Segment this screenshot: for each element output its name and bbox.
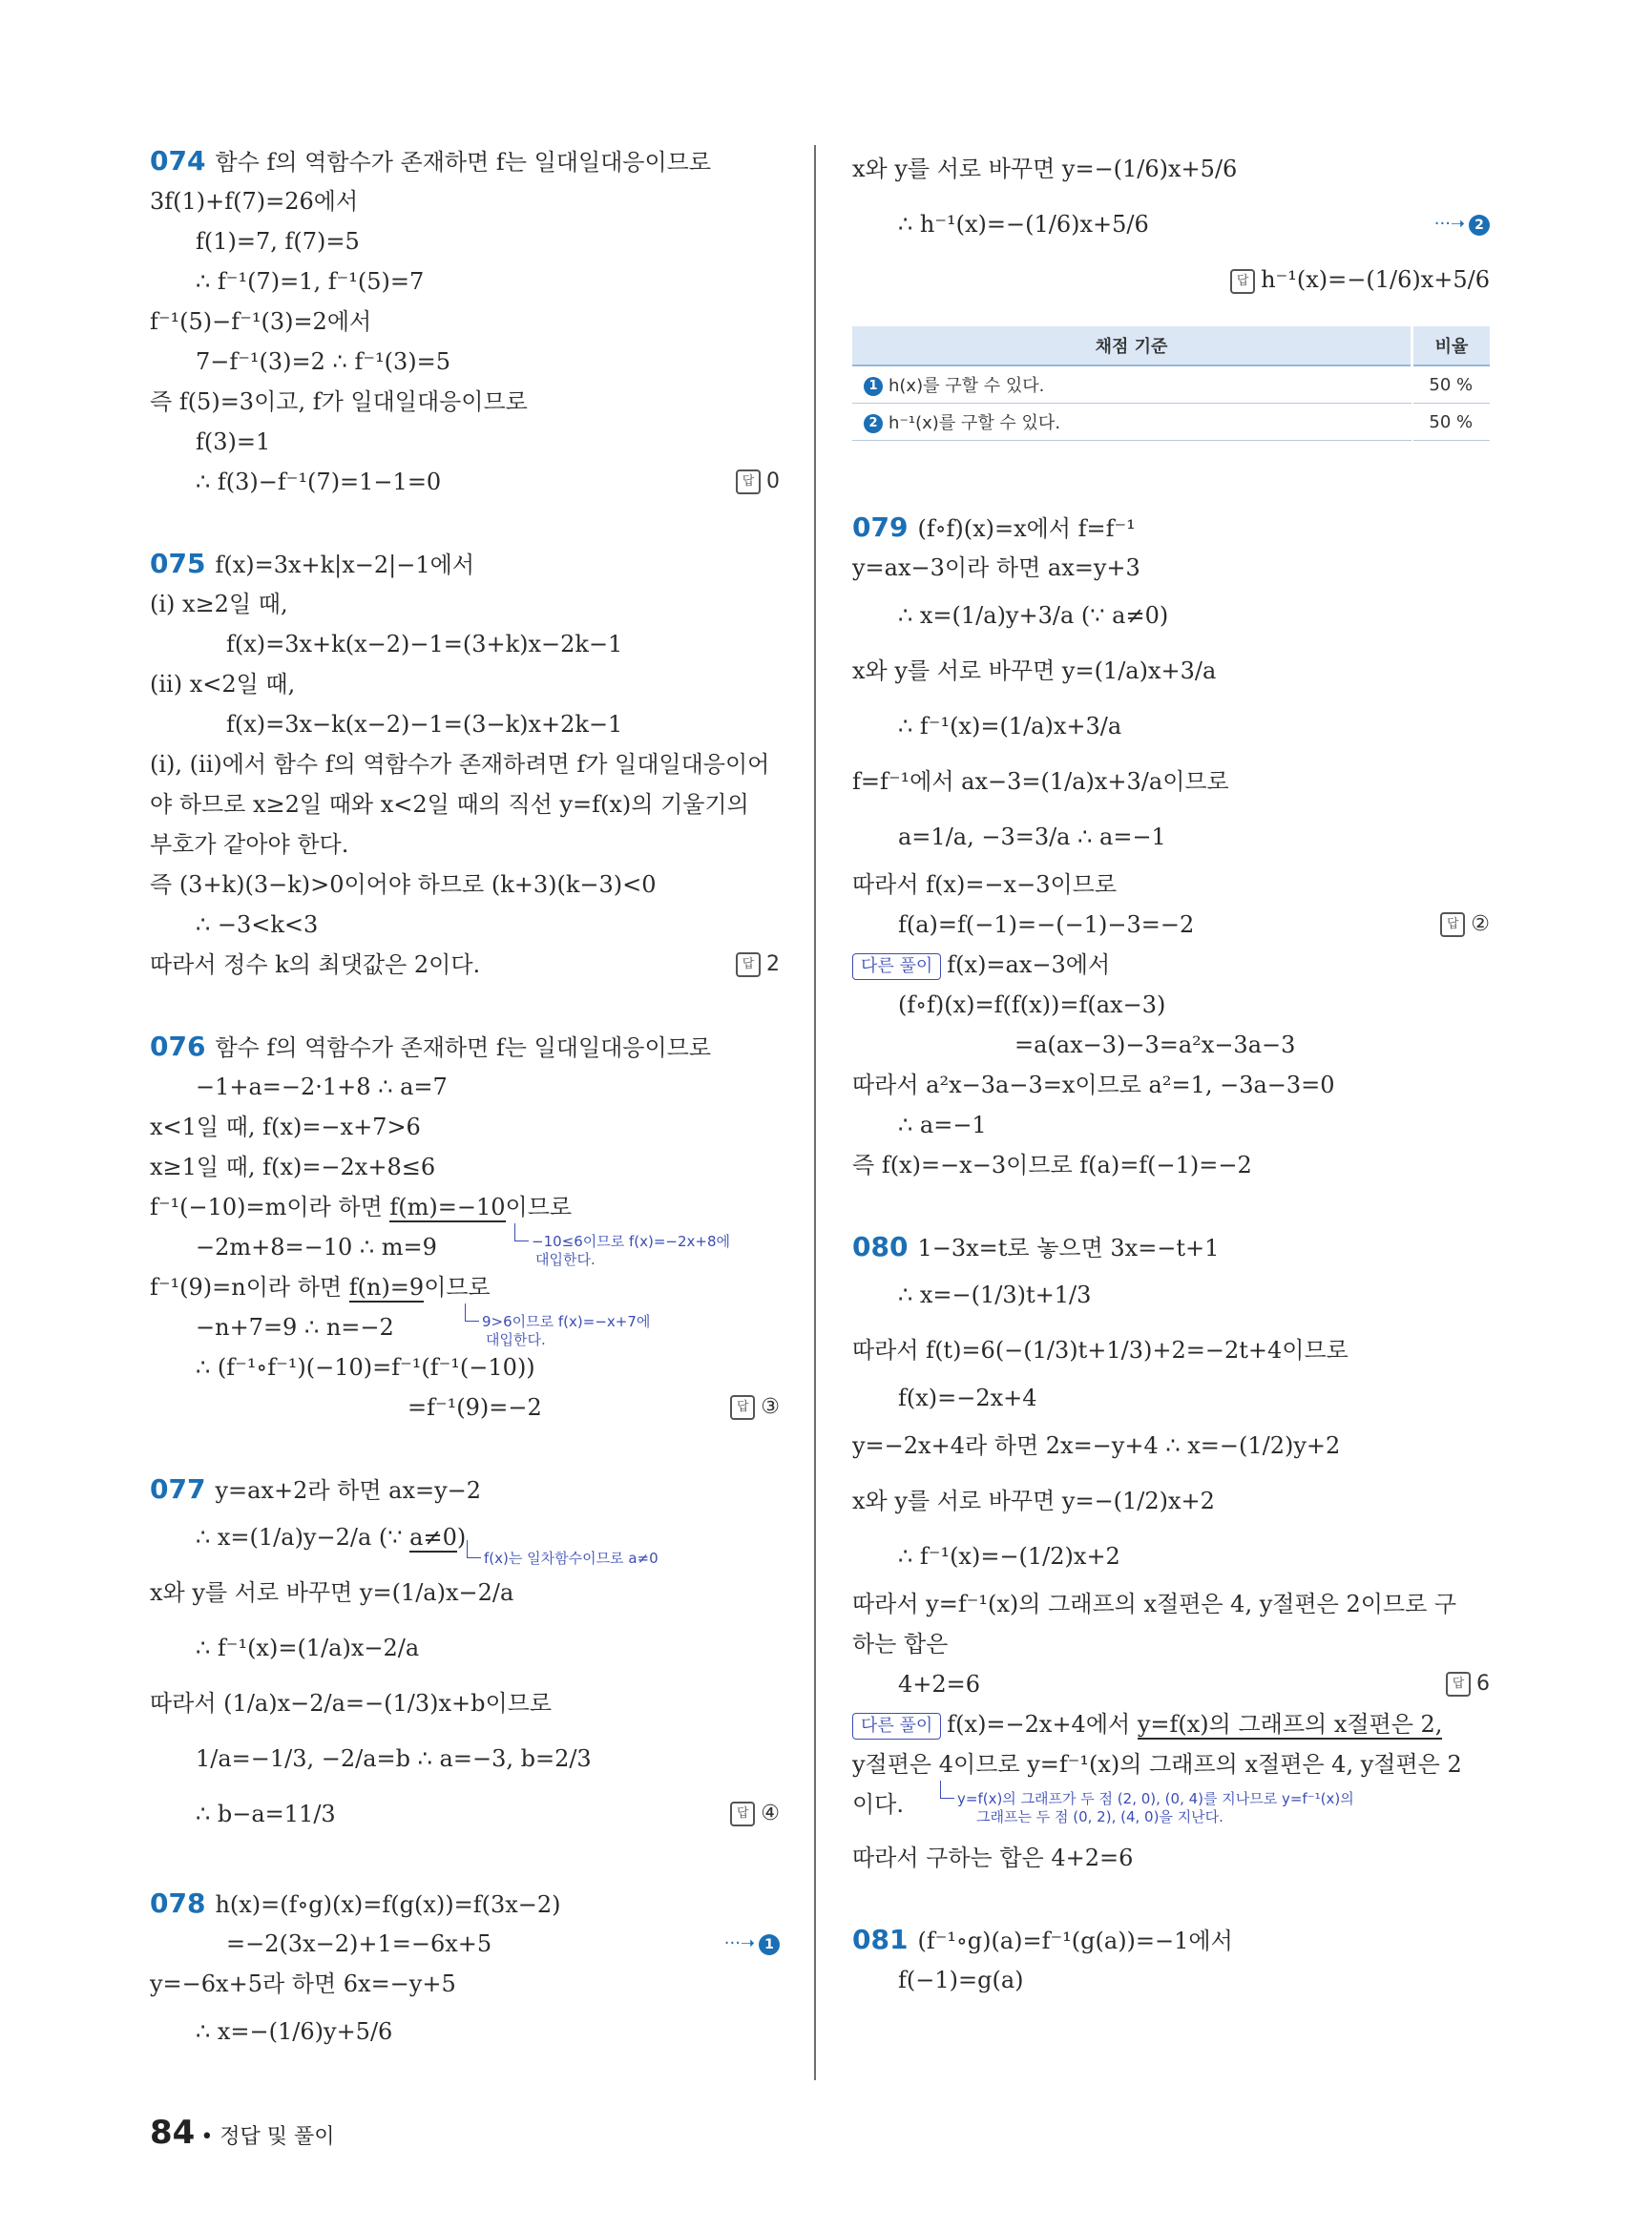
problem-number: 075 [150,548,206,579]
answer: 답 h⁻¹(x)=−(1/6)x+5/6 [852,252,1490,307]
annotation-note: y=f(x)의 그래프가 두 점 (2, 0), (0, 4)를 지나므로 y=f⁻¹(x)의 그래프는 두 점 (0, 2), (4, 0)을 지난다. [957,1790,1354,1825]
alt-solution-badge: 다른 풀이 [852,1713,941,1740]
grading-table: 채점 기준 비율 1 h(x)를 구할 수 있다. 50 % 2 h⁻¹(x)를 구할 수 있다. 50 % [852,326,1490,441]
answer-icon: 답 [730,1395,755,1420]
answer-icon: 답 [1446,1672,1471,1697]
problem-078-continued: x와 y를 서로 바꾸면 y=−(1/6)x+5/6 ∴ h⁻¹(x)=−(1/6)x+5/6 ···➝ 2 답 h⁻¹(x)=−(1/6)x+5/6 [852,141,1490,307]
problem-081: 081 (f⁻¹∘g)(a)=f⁻¹(g(a))=−1에서 f(−1)=g(a) [852,1924,1233,1993]
problem-076: 076 함수 f의 역함수가 존재하면 f는 일대일대응이므로 −1+a=−2·1+8 ∴ a=7 x<1일 때, f(x)=−x+7>6 x≥1일 때, f(x)=−2x+8≤6 f⁻¹(−10)=m이라 하면 f(m)=−10이므로 −2m+8=−10 ∴ m=9 −10≤6이므로 f(x)=−2x+8에 대입한다. f⁻¹(9)=n이라 하면 f(n)=9이므로 −n+7=9 ∴ n=−2 9>6이므로 f(x)=−x+7에 대입한다. ∴ (f⁻¹∘f⁻¹)(−10)=f⁻¹(f⁻¹(−10)) =f⁻¹(9)=−2 답 ③ [150,1027,780,1428]
answer-icon: 답 [1230,269,1255,294]
problem-number: 080 [852,1231,909,1262]
step-marker: ···➝ 2 [1434,197,1490,252]
problem-074: 074 함수 f의 역함수가 존재하면 f는 일대일대응이므로 3f(1)+f(7)=26에서 f(1)=7, f(7)=5 ∴ f⁻¹(7)=1, f⁻¹(5)=7 f⁻¹(5)−f⁻¹(3)=2에서 7−f⁻¹(3)=2 ∴ f⁻¹(3)=5 즉 f(5)=3이고, f가 일대일대응이므로 f(3)=1 ∴ f(3)−f⁻¹(7)=1−1=0 답 0 [150,141,780,502]
annotation-note: 9>6이므로 f(x)=−x+7에 대입한다. [482,1313,651,1348]
step-marker: ···➝ 1 [724,1924,780,1964]
answer: 답 ④ [730,1786,780,1842]
problem-number: 079 [852,511,909,543]
annotation-note: f(x)는 일차함수이므로 a≠0 [484,1550,659,1567]
problem-number: 074 [150,145,206,177]
answer: 답 ③ [730,1387,780,1428]
annotation-note: −10≤6이므로 f(x)=−2x+8에 대입한다. [532,1233,731,1268]
page-number: 84 [150,2114,196,2152]
page-footer [150,2114,335,2152]
problem-077: 077 y=ax+2라 하면 ax=y−2 ∴ x=(1/a)y−2/a (∵ a≠0) f(x)는 일차함수이므로 a≠0 x와 y를 서로 바꾸면 y=(1/a)x−2/a ∴ f⁻¹(x)=(1/a)x−2/a 따라서 (1/a)x−2/a=−(1/3)x+b이므로 1/a=−1/3, −2/a=b ∴ a=−3, b=2/3 ∴ b−a=11/3 답 ④ [150,1470,780,1842]
problem-number: 078 [150,1887,206,1919]
right-column [852,141,1490,2042]
table-row: 2 h⁻¹(x)를 구할 수 있다. 50 % [852,404,1490,441]
answer-icon: 답 [730,1802,755,1826]
answer: 답 6 [1446,1664,1490,1704]
problem-number: 081 [852,1924,909,1955]
answer-icon: 답 [736,952,761,977]
problem-number: 077 [150,1473,206,1505]
answer: 답 ② [1440,905,1490,945]
problem-number: 076 [150,1031,206,1062]
answer-icon: 답 [1440,912,1465,937]
left-column [150,141,780,2101]
answer: 답 2 [736,945,780,985]
footer-label: • 정답 및 풀이 [200,2125,335,2149]
column-divider [814,145,816,2080]
problem-078: 078 h(x)=(f∘g)(x)=f(g(x))=f(3x−2) =−2(3x−2)+1=−6x+5 ···➝ 1 y=−6x+5라 하면 6x=−y+5 ∴ x=−(1/6)y+5/6 [150,1884,780,2059]
answer-icon: 답 [736,469,761,494]
problem-075: 075 f(x)=3x+k|x−2|−1에서 (i) x≥2일 때, f(x)=3x+k(x−2)−1=(3+k)x−2k−1 (ii) x<2일 때, f(x)=3x−k(x−2)−1=(3−k)x+2k−1 (i), (ii)에서 함수 f의 역함수가 존재하려면 f가 일대일대응이어 야 하므로 x≥2일 때와 x<2일 때의 직선 y=f(x)의 기울기의 부호가 같아야 한다. 즉 (3+k)(3−k)>0이어야 하므로 (k+3)(k−3)<0 ∴ −3<k<3 따라서 정수 k의 최댓값은 2이다. 답 2 [150,544,780,985]
alt-solution-badge: 다른 풀이 [852,953,941,980]
table-row: 1 h(x)를 구할 수 있다. 50 % [852,365,1490,404]
problem-080: 080 1−3x=t로 놓으면 3x=−t+1 ∴ x=−(1/3)t+1/3 따라서 f(t)=6(−(1/3)t+1/3)+2=−2t+4이므로 f(x)=−2x+4 y=−2x+4라 하면 2x=−y+4 ∴ x=−(1/2)y+2 x와 y를 서로 바꾸면 y=−(1/2)x+2 ∴ f⁻¹(x)=−(1/2)x+2 따라서 y=f⁻¹(x)의 그래프의 x절편은 4, y절편은 2이므로 구 하는 합은 4+2=6 답 6 다른 풀이 f(x)=−2x+4에서 y=f(x)의 그래프의 x절편은 2, y절편은 4이므로 y=f⁻¹(x)의 그래프의 x절편은 4, y절편은 2 이다. y=f(x)의 그래프가 두 점 (2, 0), (0, 4)를 지나므로 y=f⁻¹(x)의 그래프는 두 점 (0, 2), (4, 0)을 지난다. 따라서 구하는 합은 4+2=6 [852,1231,1490,1871]
problem-079: 079 (f∘f)(x)=x에서 f=f⁻¹ y=ax−3이라 하면 ax=y+3 ∴ x=(1/a)y+3/a (∵ a≠0) x와 y를 서로 바꾸면 y=(1/a)x+3/a ∴ f⁻¹(x)=(1/a)x+3/a f=f⁻¹에서 ax−3=(1/a)x+3/a이므로 a=1/a, −3=3/a ∴ a=−1 따라서 f(x)=−x−3이므로 f(a)=f(−1)=−(−1)−3=−2 답 ② 다른 풀이 f(x)=ax−3에서 (f∘f)(x)=f(f(x))=f(ax−3) =a(ax−3)−3=a²x−3a−3 따라서 a²x−3a−3=x이므로 a²=1, −3a−3=0 ∴ a=−1 즉 f(x)=−x−3이므로 f(a)=f(−1)=−2 [852,511,1490,1178]
answer: 답 0 [736,462,780,502]
